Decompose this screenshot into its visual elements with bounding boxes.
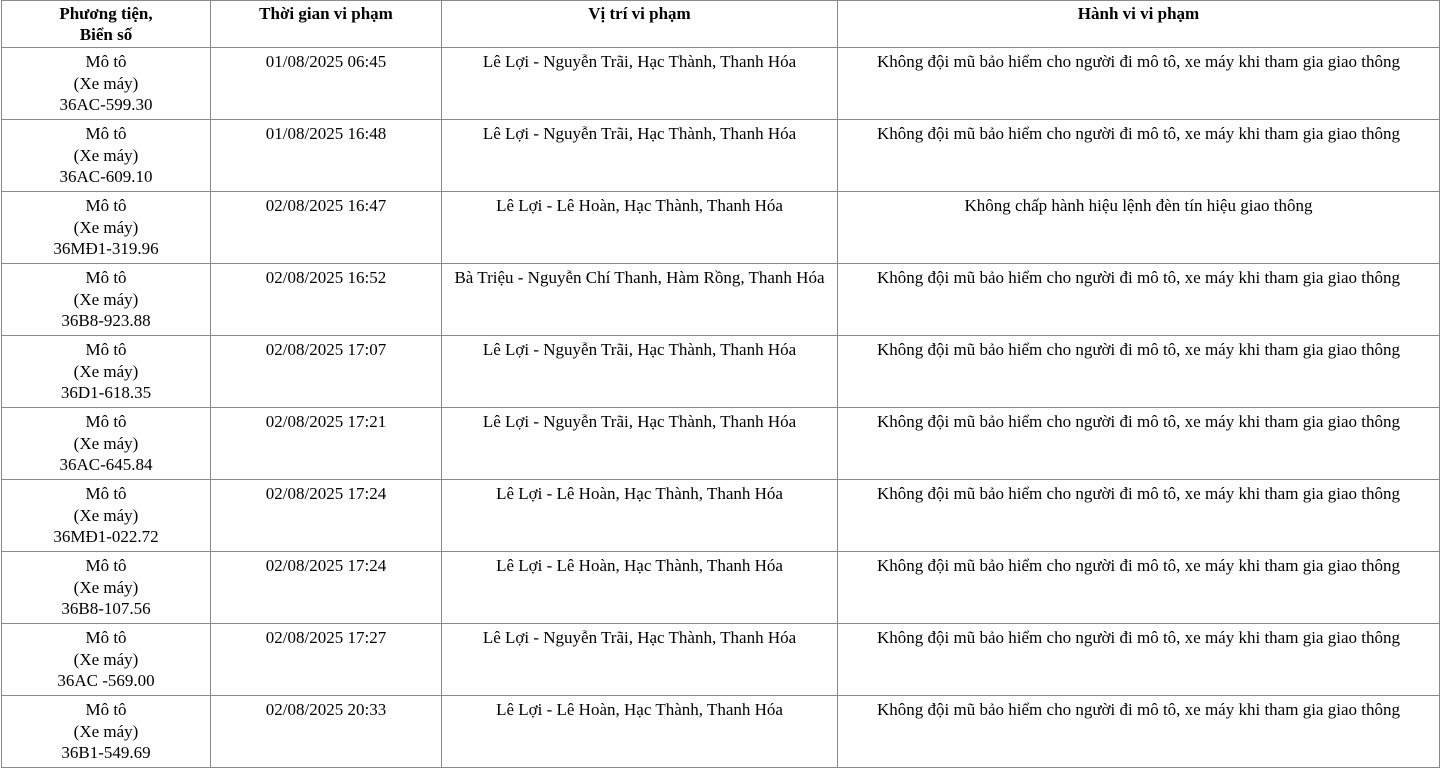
vehicle-cell: [2, 696, 211, 768]
table-row: [2, 408, 1440, 480]
violation-behavior: Không đội mũ bảo hiểm cho người đi mô tô, xe máy khi tham gia giao thông: [838, 48, 1440, 120]
table-row: [2, 336, 1440, 408]
violation-location: Lê Lợi - Nguyễn Trãi, Hạc Thành, Thanh Hóa: [442, 624, 838, 696]
vehicle-subtype: (Xe máy): [73, 433, 139, 453]
violation-time: 02/08/2025 16:52: [211, 264, 442, 336]
license-plate: 36AC -569.00: [57, 671, 155, 690]
violation-behavior: Không đội mũ bảo hiểm cho người đi mô tô, xe máy khi tham gia giao thông: [838, 552, 1440, 624]
violations-table: [1, 0, 1440, 768]
vehicle-cell: [2, 624, 211, 696]
vehicle-type: Mô tô: [85, 124, 127, 143]
license-plate: 36AC-599.30: [59, 95, 153, 114]
violation-location: Lê Lợi - Nguyễn Trãi, Hạc Thành, Thanh Hóa: [442, 48, 838, 120]
violation-location: Lê Lợi - Lê Hoàn, Hạc Thành, Thanh Hóa: [442, 552, 838, 624]
violation-behavior: Không chấp hành hiệu lệnh đèn tín hiệu giao thông: [838, 192, 1440, 264]
violation-location: Lê Lợi - Nguyễn Trãi, Hạc Thành, Thanh Hóa: [442, 336, 838, 408]
vehicle-cell: [2, 48, 211, 120]
table-header: [2, 1, 1440, 48]
table-row: [2, 624, 1440, 696]
license-plate: 36AC-645.84: [59, 455, 153, 474]
vehicle-type: Mô tô: [85, 196, 127, 215]
table-row: [2, 192, 1440, 264]
vehicle-cell: [2, 264, 211, 336]
license-plate: 36D1-618.35: [60, 383, 152, 402]
license-plate: 36B8-923.88: [61, 311, 151, 330]
violation-time: 02/08/2025 17:07: [211, 336, 442, 408]
violation-time: 02/08/2025 17:27: [211, 624, 442, 696]
license-plate: 36AC-609.10: [59, 167, 153, 186]
violation-behavior: Không đội mũ bảo hiểm cho người đi mô tô, xe máy khi tham gia giao thông: [838, 480, 1440, 552]
violation-behavior: Không đội mũ bảo hiểm cho người đi mô tô, xe máy khi tham gia giao thông: [838, 696, 1440, 768]
license-plate: 36MĐ1-319.96: [53, 239, 159, 258]
vehicle-subtype: (Xe máy): [73, 73, 139, 93]
violation-behavior: Không đội mũ bảo hiểm cho người đi mô tô, xe máy khi tham gia giao thông: [838, 264, 1440, 336]
violation-behavior: Không đội mũ bảo hiểm cho người đi mô tô, xe máy khi tham gia giao thông: [838, 120, 1440, 192]
vehicle-type: Mô tô: [85, 268, 127, 287]
table-row: [2, 264, 1440, 336]
table-row: [2, 552, 1440, 624]
table-body: [2, 48, 1440, 768]
violation-behavior: Không đội mũ bảo hiểm cho người đi mô tô, xe máy khi tham gia giao thông: [838, 336, 1440, 408]
table-row: [2, 48, 1440, 120]
header-vehicle-line2: Biển số: [79, 25, 133, 44]
header-violation: Hành vi vi phạm: [838, 1, 1440, 48]
vehicle-cell: [2, 336, 211, 408]
violation-location: Lê Lợi - Nguyễn Trãi, Hạc Thành, Thanh Hóa: [442, 408, 838, 480]
violation-behavior: Không đội mũ bảo hiểm cho người đi mô tô, xe máy khi tham gia giao thông: [838, 408, 1440, 480]
vehicle-cell: [2, 192, 211, 264]
vehicle-cell: [2, 120, 211, 192]
vehicle-subtype: (Xe máy): [73, 145, 139, 165]
violation-time: 02/08/2025 17:21: [211, 408, 442, 480]
vehicle-type: Mô tô: [85, 628, 127, 647]
vehicle-subtype: (Xe máy): [73, 361, 139, 381]
violation-time: 02/08/2025 16:47: [211, 192, 442, 264]
header-vehicle: [2, 1, 211, 48]
violation-time: 01/08/2025 16:48: [211, 120, 442, 192]
violation-time: 02/08/2025 20:33: [211, 696, 442, 768]
violation-location: Lê Lợi - Lê Hoàn, Hạc Thành, Thanh Hóa: [442, 480, 838, 552]
table-row: [2, 480, 1440, 552]
vehicle-subtype: (Xe máy): [73, 505, 139, 525]
vehicle-cell: [2, 408, 211, 480]
vehicle-subtype: (Xe máy): [73, 577, 139, 597]
header-location: Vị trí vi phạm: [442, 1, 838, 48]
violation-location: Lê Lợi - Lê Hoàn, Hạc Thành, Thanh Hóa: [442, 696, 838, 768]
violation-time: 02/08/2025 17:24: [211, 480, 442, 552]
header-vehicle-line1: Phương tiện,: [59, 4, 153, 23]
vehicle-type: Mô tô: [85, 340, 127, 359]
table-row: [2, 696, 1440, 768]
vehicle-type: Mô tô: [85, 52, 127, 71]
vehicle-type: Mô tô: [85, 412, 127, 431]
violation-location: Bà Triệu - Nguyễn Chí Thanh, Hàm Rồng, Thanh Hóa: [442, 264, 838, 336]
vehicle-type: Mô tô: [85, 556, 127, 575]
vehicle-cell: [2, 552, 211, 624]
license-plate: 36B8-107.56: [61, 599, 151, 618]
violation-behavior: Không đội mũ bảo hiểm cho người đi mô tô, xe máy khi tham gia giao thông: [838, 624, 1440, 696]
table-row: [2, 120, 1440, 192]
violation-location: Lê Lợi - Lê Hoàn, Hạc Thành, Thanh Hóa: [442, 192, 838, 264]
vehicle-subtype: (Xe máy): [73, 289, 139, 309]
violation-time: 02/08/2025 17:24: [211, 552, 442, 624]
violation-time: 01/08/2025 06:45: [211, 48, 442, 120]
license-plate: 36MĐ1-022.72: [53, 527, 159, 546]
header-row: [2, 1, 1440, 48]
vehicle-subtype: (Xe máy): [73, 649, 139, 669]
vehicle-subtype: (Xe máy): [73, 217, 139, 237]
vehicle-type: Mô tô: [85, 484, 127, 503]
license-plate: 36B1-549.69: [61, 743, 151, 762]
vehicle-subtype: (Xe máy): [73, 721, 139, 741]
vehicle-type: Mô tô: [85, 700, 127, 719]
vehicle-cell: [2, 480, 211, 552]
header-time: Thời gian vi phạm: [211, 1, 442, 48]
violation-location: Lê Lợi - Nguyễn Trãi, Hạc Thành, Thanh Hóa: [442, 120, 838, 192]
